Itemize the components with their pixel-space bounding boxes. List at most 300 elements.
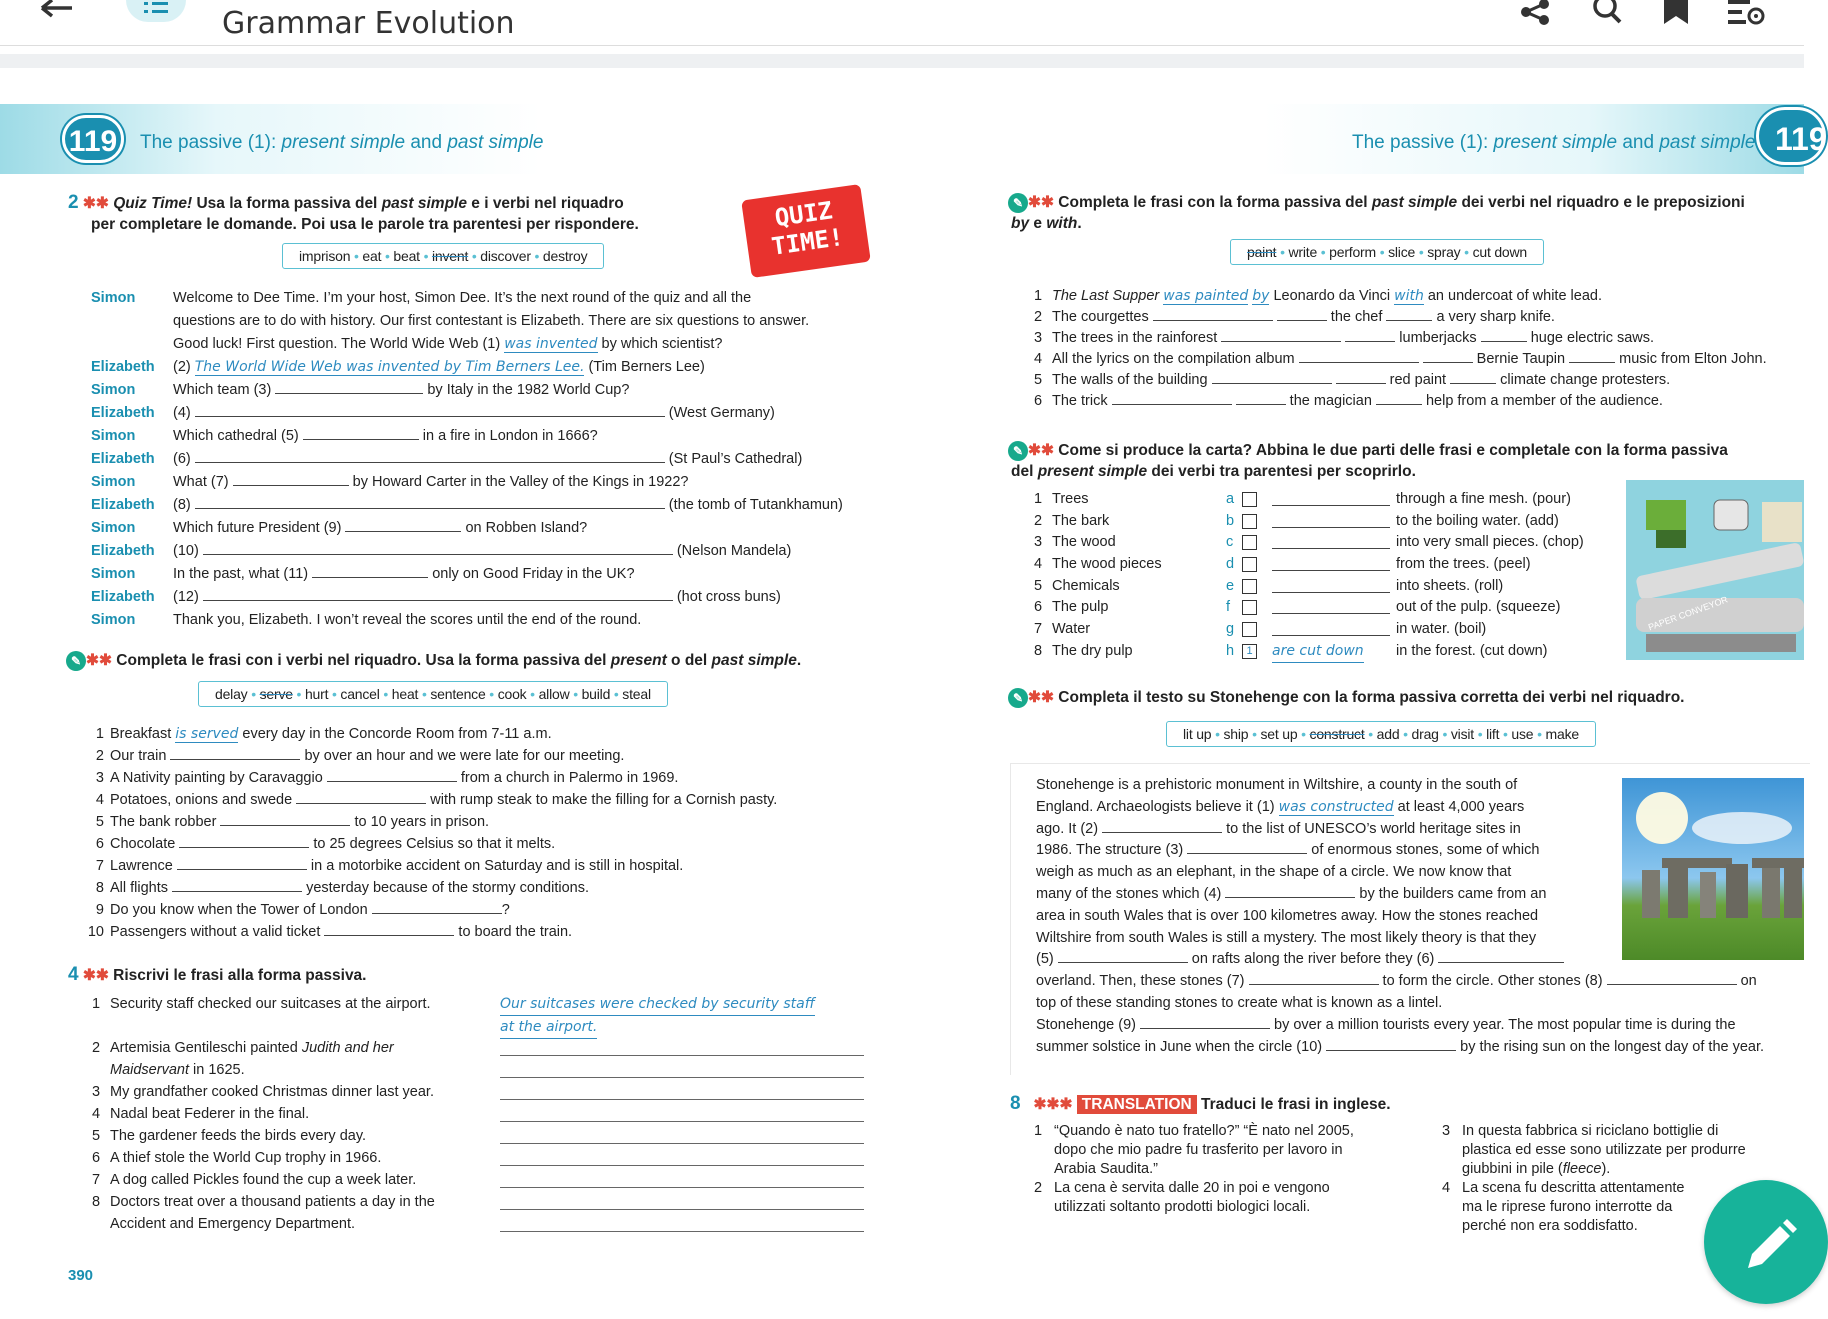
answer-blank[interactable] <box>345 518 461 532</box>
answer-line[interactable] <box>500 1081 864 1100</box>
line-text: (6) <box>173 451 195 467</box>
ex4-answer[interactable] <box>500 1103 870 1122</box>
ex3-i4: past simple <box>711 652 797 669</box>
verb: destroy <box>542 248 588 264</box>
ex6-i3: present simple <box>1037 463 1148 480</box>
answer-blank[interactable] <box>1272 514 1390 528</box>
bookmark-button[interactable] <box>1664 0 1688 26</box>
line-text: In the past, what (11) <box>173 566 313 582</box>
item-text: Our train <box>110 748 171 764</box>
item-text: The bank robber <box>110 814 221 830</box>
answer-blank[interactable] <box>1336 370 1386 384</box>
item-text: The trees in the rainforest <box>1052 330 1222 346</box>
answer-blank[interactable] <box>1140 1015 1270 1029</box>
item-text: ? <box>501 902 510 918</box>
ex4-prompt <box>92 1125 492 1147</box>
ex6-item <box>1034 576 1614 598</box>
answer-blank[interactable] <box>1607 971 1737 985</box>
answer-blank[interactable] <box>1481 328 1527 342</box>
line-text: by which scientist? <box>597 336 723 352</box>
item-text: Trees <box>1052 491 1089 507</box>
dot: • <box>1215 726 1220 742</box>
ex4-prompt <box>92 1169 492 1191</box>
verb: cook <box>497 686 527 702</box>
settings-icon <box>1726 0 1766 26</box>
text: on rafts along the river before they (6) <box>1187 951 1439 968</box>
dialogue-line <box>91 517 843 540</box>
search-icon <box>1592 0 1624 26</box>
ex4-instruction <box>68 964 367 986</box>
dot: • <box>1368 726 1373 742</box>
answer-line[interactable] <box>500 1125 864 1144</box>
handwritten-answer: are cut down <box>1272 641 1364 663</box>
answer-blank[interactable] <box>1386 307 1432 321</box>
item-text: Potatoes, onions and swede <box>110 792 297 808</box>
item-text: Nadal beat Federer in the final. <box>110 1106 310 1122</box>
item-number: 5 <box>95 814 104 830</box>
text-line <box>1036 906 1764 928</box>
item-letter: h <box>1226 642 1235 659</box>
dialogue-line <box>91 609 843 632</box>
gray-band <box>0 54 1804 68</box>
item-text: Breakfast <box>110 726 176 742</box>
answer-box[interactable] <box>1242 514 1257 529</box>
menu-button[interactable] <box>126 0 186 22</box>
item-text: to 25 degrees Celsius so that it melts. <box>309 836 556 852</box>
answer-blank[interactable] <box>179 834 309 848</box>
answer-blank[interactable] <box>303 426 419 440</box>
ex4-item <box>92 1169 872 1191</box>
item-text: from a church in Palermo in 1969. <box>456 770 679 786</box>
item-text: The pulp <box>1052 599 1109 616</box>
answer-blank[interactable] <box>1423 349 1473 363</box>
verb: ship <box>1223 726 1249 742</box>
answer-line[interactable] <box>500 1059 864 1078</box>
item-text: Water <box>1052 621 1091 638</box>
item-text: The dry pulp <box>1052 642 1133 659</box>
answer-blank[interactable] <box>1153 307 1273 321</box>
dialogue-line <box>91 379 843 402</box>
pencil-icon: ✎ <box>1008 193 1028 213</box>
ex4-answer[interactable] <box>500 1037 870 1078</box>
speaker: Simon <box>91 520 136 536</box>
ex2-i1: Usa la forma passiva del <box>192 195 382 212</box>
handwritten-answer: is served <box>175 726 239 742</box>
answer-box[interactable] <box>1242 600 1257 615</box>
ex5-i1: Completa le frasi con la forma passiva del <box>1053 194 1372 211</box>
answer-blank[interactable] <box>1058 949 1188 963</box>
text: by the rising sun on the longest day of the year. <box>1456 1038 1765 1055</box>
item-letter: a <box>1226 491 1235 507</box>
ex3-item <box>82 855 777 877</box>
speaker: Simon <box>91 290 136 306</box>
answer-box[interactable] <box>1242 557 1257 572</box>
answer-line[interactable] <box>500 1037 864 1056</box>
item-number: 2 <box>1034 309 1043 325</box>
page-badge-left: 119 <box>62 115 124 163</box>
item-number: 2 <box>95 748 104 764</box>
answer-blank[interactable] <box>1102 819 1222 833</box>
text: overland. Then, these stones (7) <box>1036 973 1249 990</box>
dialogue-line <box>91 425 843 448</box>
ex6-stars: ✱✱ <box>1028 442 1054 459</box>
edit-fab[interactable] <box>1704 1180 1828 1304</box>
answer-blank[interactable] <box>1326 1037 1456 1051</box>
item-text: music from Elton John. <box>1615 351 1767 367</box>
line-text: Good luck! First question. The World Wide Web (1) <box>173 336 505 352</box>
answer-blank[interactable] <box>1272 579 1390 593</box>
text: ago. It (2) <box>1036 820 1103 837</box>
answer-blank[interactable] <box>324 922 454 936</box>
share-icon <box>1520 0 1550 26</box>
pencil-icon <box>1704 1180 1828 1304</box>
dot: • <box>1301 726 1306 742</box>
ex4-answer[interactable] <box>500 993 870 1039</box>
text: top of these standing stones to create what is known as a lintel. <box>1036 994 1443 1011</box>
ex8-item-line: perché non era soddisfatto. <box>1462 1218 1638 1234</box>
dot: • <box>1320 244 1326 260</box>
item-text: every day in the Concorde Room from 7-11 a.m. <box>238 726 552 742</box>
ex5-verb-box <box>1230 239 1544 265</box>
item-number: 7 <box>95 858 104 874</box>
dialogue-line <box>91 287 843 310</box>
item-text: Bernie Taupin <box>1472 351 1570 367</box>
pencil-icon: ✎ <box>66 651 86 671</box>
answer-blank[interactable] <box>1272 622 1390 636</box>
item-title: Judith and her <box>301 1040 394 1056</box>
text: Wiltshire from south Wales is still a mystery. The most likely theory is that they <box>1036 929 1537 946</box>
item-text: The bark <box>1052 512 1110 529</box>
verb: build <box>581 686 611 702</box>
dialogue-line <box>91 563 843 586</box>
text: by over a million tourists every year. The most popular time is during the <box>1270 1016 1736 1033</box>
item-number: 1 <box>95 726 104 742</box>
item-text: in the forest. (cut down) <box>1396 642 1548 659</box>
answer-line[interactable] <box>500 1147 864 1166</box>
ex3-item <box>82 811 777 833</box>
ex6-i1: Come si produce la carta? Abbina le due parti delle frasi e completale con la forma passiva <box>1053 442 1728 459</box>
answer-blank[interactable] <box>1272 557 1390 571</box>
ex3-item <box>82 921 777 943</box>
dot: • <box>251 686 256 702</box>
item-text: Accident and Emergency Department. <box>110 1216 356 1232</box>
line-text: (10) <box>173 543 203 559</box>
answer-blank[interactable] <box>1438 949 1564 963</box>
text: area in south Wales that is over 100 kilometres away. How the stones reached <box>1036 907 1539 924</box>
answer-blank[interactable] <box>372 900 502 914</box>
ex6-item <box>1034 532 1614 554</box>
quiz-time-badge <box>741 184 871 278</box>
item-number: 8 <box>1034 642 1043 659</box>
search-button[interactable] <box>1592 0 1624 26</box>
text: weigh as much as an elephant, in the shape of a circle. We now know that <box>1036 864 1512 881</box>
answer-blank[interactable] <box>1221 328 1341 342</box>
item-text: through a fine mesh. (pour) <box>1396 491 1571 507</box>
item-text: My grandfather cooked Christmas dinner last year. <box>110 1084 434 1100</box>
answer-line[interactable] <box>500 1169 864 1188</box>
ex4-prompt <box>92 1037 492 1081</box>
answer-box[interactable]: 1 <box>1242 644 1257 659</box>
share-button[interactable] <box>1520 0 1550 26</box>
item-number: 1 <box>1034 288 1043 304</box>
answer-blank[interactable] <box>1277 307 1327 321</box>
ex4-answer[interactable] <box>500 1169 870 1188</box>
ex5-item <box>1034 307 1767 328</box>
verb: construct <box>1309 726 1365 742</box>
dot: • <box>1477 726 1483 742</box>
speaker: Elizabeth <box>91 543 155 559</box>
item-number: 6 <box>1034 599 1043 616</box>
text: summer solstice in June when the circle (10) <box>1036 1038 1327 1055</box>
item-text: La scena fu descritta attentamente <box>1462 1180 1685 1196</box>
answer-blank[interactable] <box>203 541 673 555</box>
header-title-right-b: present simple <box>1493 132 1618 153</box>
back-button[interactable] <box>38 0 74 20</box>
ex2-stars: ✱✱ <box>82 195 109 212</box>
ex2-dialogue <box>91 287 843 632</box>
answer-blank[interactable] <box>220 812 350 826</box>
line-text: Which cathedral (5) <box>173 428 303 444</box>
ex5-items <box>1034 286 1767 412</box>
answer-blank[interactable] <box>203 587 673 601</box>
answer-blank[interactable] <box>1187 840 1307 854</box>
answer-blank[interactable] <box>1569 349 1615 363</box>
item-text: La cena è servita dalle 20 in poi e vengono <box>1054 1180 1330 1196</box>
verb: perform <box>1329 244 1376 260</box>
answer-blank[interactable] <box>1450 370 1496 384</box>
item-text: out of the pulp. (squeeze) <box>1396 599 1561 616</box>
ex8-right <box>1442 1122 1746 1236</box>
answer-blank[interactable] <box>1376 391 1422 405</box>
item-line2 <box>110 1059 492 1081</box>
answer-blank[interactable] <box>1272 600 1390 614</box>
item-title: Maidservant <box>110 1062 189 1078</box>
dialogue-line <box>91 356 843 379</box>
answer-blank[interactable] <box>195 449 665 463</box>
verb: paint <box>1247 244 1277 260</box>
answer-blank[interactable] <box>195 403 665 417</box>
ex3-stars: ✱✱ <box>86 652 112 669</box>
ex2-i4: per completare le domande. Poi usa le parole tra parentesi per rispondere. <box>91 216 639 233</box>
answer-blank[interactable] <box>1112 391 1232 405</box>
answer-blank[interactable] <box>296 790 426 804</box>
ex3-item <box>82 899 777 921</box>
ex4-item <box>92 1125 872 1147</box>
ex6-item <box>1034 489 1614 511</box>
item-text: by over an hour and we were late for our meeting. <box>300 748 625 764</box>
dot: • <box>331 686 337 702</box>
text-line <box>1036 819 1764 841</box>
line-text: by Italy in the 1982 World Cup? <box>423 382 630 398</box>
line-text: What (7) <box>173 474 233 490</box>
dot: • <box>1252 726 1257 742</box>
dot: • <box>1280 244 1285 260</box>
text: by the builders came from an <box>1355 885 1547 902</box>
item-text: to 10 years in prison. <box>350 814 490 830</box>
ex8-stars: ✱✱✱ <box>1033 1096 1073 1113</box>
answer-blank[interactable] <box>312 564 428 578</box>
line-text: by Howard Carter in the Valley of the Kings in 1922? <box>348 474 689 490</box>
answer-line[interactable] <box>500 1213 864 1232</box>
ex5-i4: by <box>1011 215 1030 232</box>
item-text: The walls of the building <box>1052 372 1212 388</box>
answer-line[interactable] <box>500 1103 864 1122</box>
verb: allow <box>538 686 570 702</box>
handwritten-answer: was invented <box>504 336 598 352</box>
item-text: a very sharp knife. <box>1432 309 1555 325</box>
ex4-prompt <box>92 1147 492 1169</box>
answer-blank[interactable] <box>177 856 307 870</box>
app-title: Grammar Evolution <box>222 6 515 41</box>
ex8-item-line: ma le riprese furono interrotte da <box>1462 1199 1673 1215</box>
ex7-verb-box <box>1166 721 1596 747</box>
ex3-item <box>82 723 777 745</box>
text: many of the stones which (4) <box>1036 885 1226 902</box>
answer-blank[interactable] <box>172 878 302 892</box>
verb: serve <box>259 686 293 702</box>
answer-blank[interactable] <box>1249 971 1379 985</box>
line-text: questions are to do with history. Our first contestant is Elizabeth. There are six questions to answer. <box>173 313 810 329</box>
answer-blank[interactable] <box>275 380 423 394</box>
item-text: in 1625. <box>188 1062 245 1078</box>
answer-blank[interactable] <box>327 768 457 782</box>
ex4-items <box>92 993 872 1235</box>
ex3-i1: Completa le frasi con i verbi nel riquadro. Usa la forma passiva del <box>111 652 611 669</box>
item-number: 2 <box>92 1040 101 1056</box>
ex5-instruction <box>1008 192 1745 234</box>
line-text: Welcome to Dee Time. I’m your host, Simon Dee. It’s the next round of the quiz and all the <box>173 290 752 306</box>
ex4-prompt <box>92 1191 492 1235</box>
ex4-answer[interactable] <box>500 1147 870 1166</box>
dot: • <box>1442 726 1448 742</box>
dot: • <box>1537 726 1542 742</box>
text-line <box>1036 928 1764 950</box>
item-number: 4 <box>1034 556 1043 573</box>
handwritten-answer: Our suitcases were checked by security staff <box>500 993 815 1016</box>
text: to form the circle. Other stones (8) <box>1378 973 1607 990</box>
ex6-item <box>1034 511 1614 533</box>
answer-blank[interactable] <box>1212 370 1332 384</box>
verb: cut down <box>1472 244 1528 260</box>
ex5-item <box>1034 349 1767 370</box>
answer-blank[interactable] <box>1225 884 1355 898</box>
page-number: 390 <box>68 1267 94 1284</box>
arrow-left-icon <box>38 0 74 20</box>
list-icon <box>126 0 186 22</box>
ex5-i5: e <box>1029 215 1047 232</box>
ex4-item <box>92 1103 872 1125</box>
settings-button[interactable] <box>1726 0 1766 26</box>
ex8-left <box>1034 1122 1354 1217</box>
answer-blank[interactable] <box>170 746 300 760</box>
answer-blank[interactable] <box>233 472 349 486</box>
item-number: 5 <box>1034 577 1043 594</box>
item-text: from the trees. (peel) <box>1396 556 1531 573</box>
text: Stonehenge is a prehistoric monument in Wiltshire, a county in the south of <box>1036 777 1518 793</box>
ex2-verb-box <box>282 243 604 269</box>
item-text: Lawrence <box>110 858 177 874</box>
item-number: 3 <box>1034 534 1043 551</box>
answer-blank[interactable] <box>195 495 665 509</box>
item-text: with rump steak to make the filling for a Cornish pasty. <box>426 792 778 808</box>
ex4-item <box>92 993 872 1037</box>
answer-box[interactable] <box>1242 535 1257 550</box>
item-number: 5 <box>1034 372 1043 388</box>
ex6-i2: del <box>1011 463 1038 480</box>
item-number: 1 <box>1034 1123 1043 1139</box>
answer-box[interactable] <box>1242 492 1257 507</box>
answer-blank[interactable] <box>1236 391 1286 405</box>
ex8-item <box>1034 1179 1354 1198</box>
ex3-i3: o del <box>666 652 712 669</box>
ex7-stars: ✱✱ <box>1028 689 1054 706</box>
answer-blank[interactable] <box>1345 328 1395 342</box>
answer-box[interactable] <box>1242 622 1257 637</box>
dot: • <box>534 248 540 264</box>
item-text: to board the train. <box>454 924 573 940</box>
item-number: 7 <box>1034 621 1043 638</box>
ex4-item <box>92 1037 872 1081</box>
answer-blank[interactable] <box>1299 349 1419 363</box>
ex3-i5: . <box>796 652 802 669</box>
item-text: into very small pieces. (chop) <box>1396 534 1584 551</box>
ex2-i3: e i verbi nel riquadro <box>466 195 624 212</box>
item-number: 6 <box>1034 393 1043 409</box>
ex4-answer[interactable] <box>500 1081 870 1100</box>
item-text: In questa fabbrica si riciclano bottiglie di <box>1462 1123 1719 1139</box>
answer-box[interactable] <box>1242 579 1257 594</box>
pencil-icon: ✎ <box>1008 441 1028 461</box>
item-letter: b <box>1226 512 1235 529</box>
speaker: Elizabeth <box>91 589 155 605</box>
verb: use <box>1511 726 1534 742</box>
item-text: the chef <box>1326 309 1387 325</box>
item-number: 8 <box>92 1194 101 1210</box>
speaker: Elizabeth <box>91 497 155 513</box>
ex3-item <box>82 789 777 811</box>
header-title-right-d: past simple <box>1659 132 1756 153</box>
ex8-number: 8 <box>1010 1093 1021 1114</box>
dot: • <box>1379 244 1385 260</box>
ex6-instruction <box>1008 440 1728 482</box>
dot: • <box>613 686 619 702</box>
ex4-item <box>92 1191 872 1235</box>
pencil-icon: ✎ <box>1008 688 1028 708</box>
ex3-item <box>82 833 777 855</box>
ex8-item <box>1442 1122 1746 1141</box>
item-text: A dog called Pickles found the cup a week later. <box>110 1172 417 1188</box>
item-text: The wood pieces <box>1052 556 1162 573</box>
ex3-i2: present <box>610 652 667 669</box>
answer-blank[interactable] <box>1272 492 1390 506</box>
verb: delay <box>215 686 248 702</box>
ex4-answer[interactable] <box>500 1125 870 1144</box>
dialogue-line <box>91 540 843 563</box>
ex4-answer[interactable] <box>500 1191 870 1232</box>
dot: • <box>1503 726 1508 742</box>
answer-line[interactable] <box>500 1191 864 1210</box>
answer-blank[interactable] <box>1272 535 1390 549</box>
speaker: Elizabeth <box>91 359 155 375</box>
header-title-right-c: and <box>1617 132 1660 153</box>
ex4-prompt <box>92 993 492 1015</box>
item-text: “Quando è nato tuo fratello?” “È nato nel 2005, <box>1054 1123 1354 1139</box>
item-number: 2 <box>1034 1180 1043 1196</box>
verb: slice <box>1388 244 1416 260</box>
text: 1986. The structure (3) <box>1036 842 1188 859</box>
item-text: Do you know when the Tower of London <box>110 902 372 918</box>
item-number: 1 <box>92 996 101 1012</box>
